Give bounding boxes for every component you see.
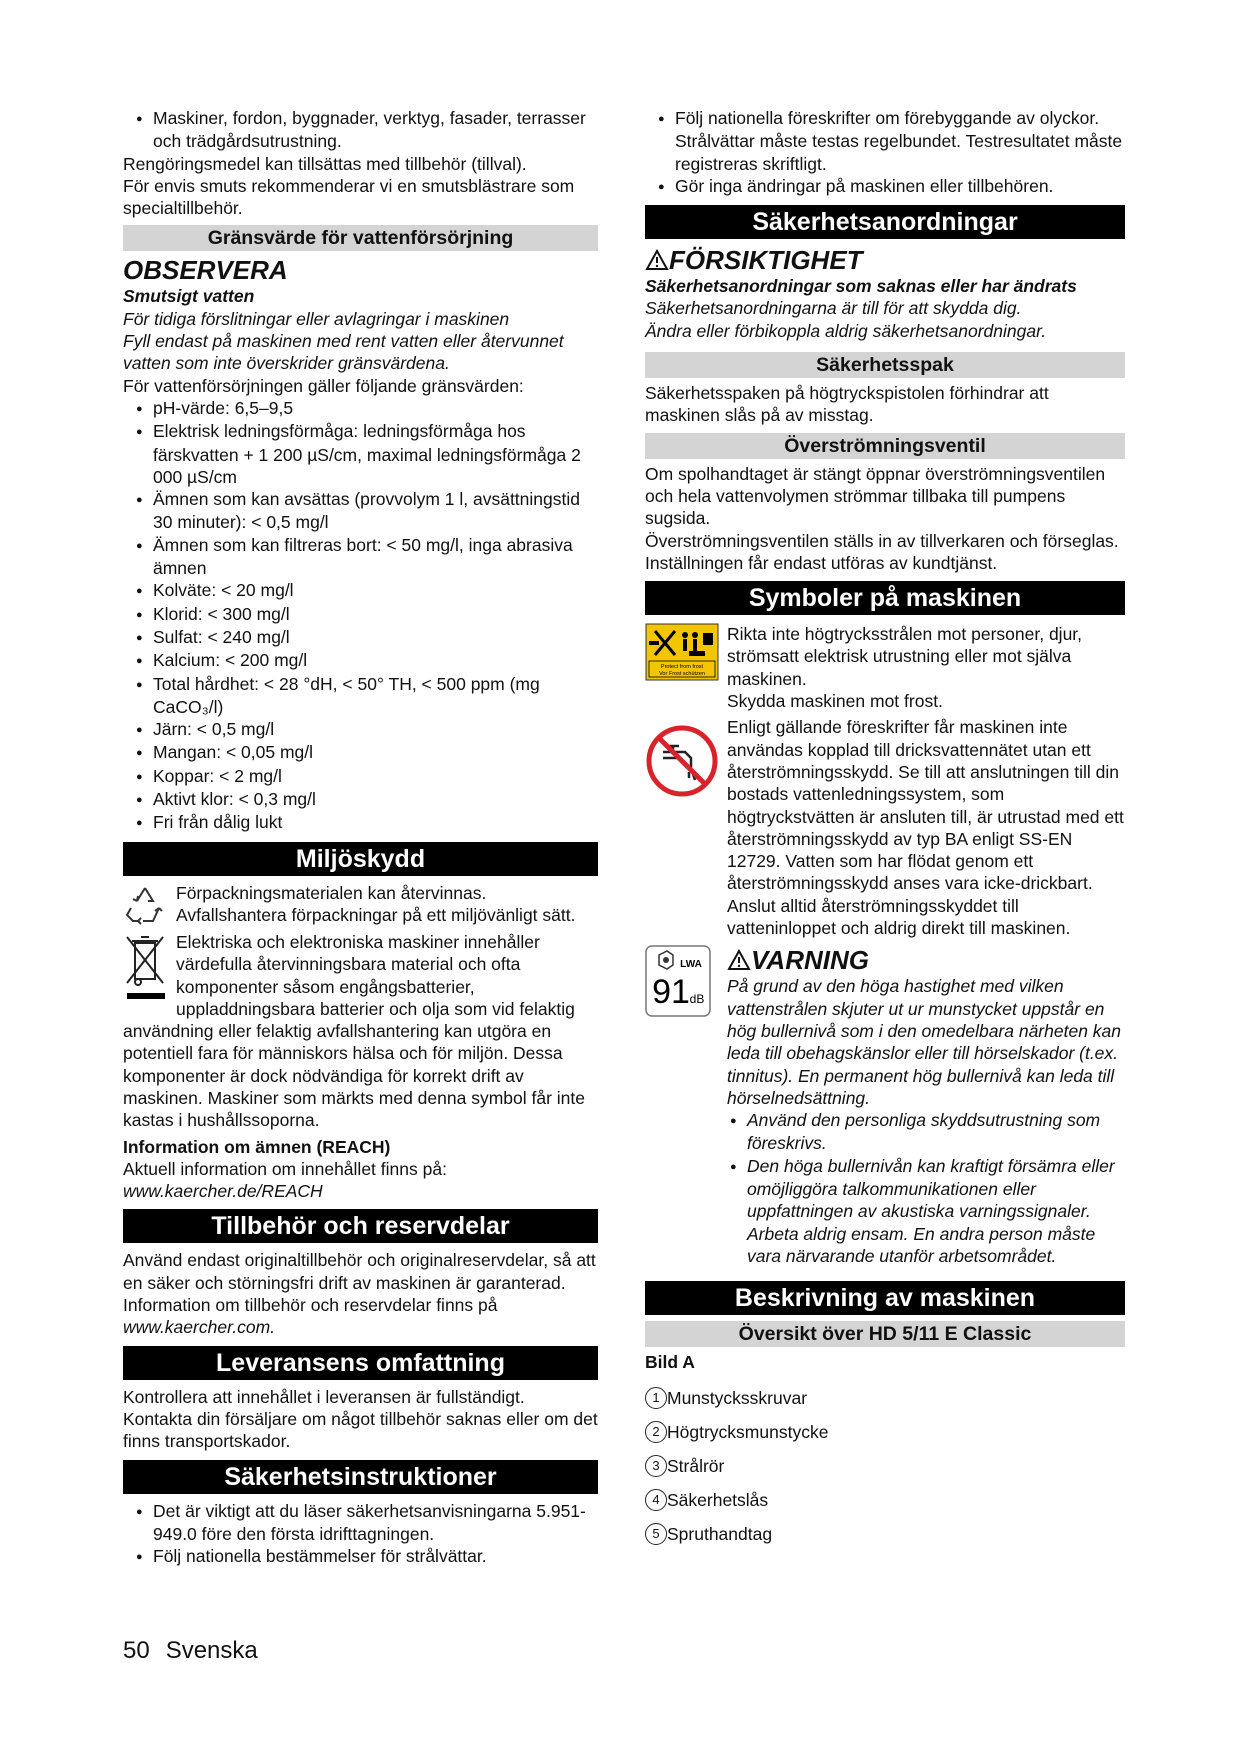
water-item: ● Ämnen som kan filtreras bort: < 50 mg/l, inga abrasiva ämnen <box>123 534 598 580</box>
jet-frost-icon <box>645 623 727 712</box>
accessories-info-body: Information om tillbehör och reservdelar finns på <box>123 1295 498 1316</box>
caution-line-1: Säkerhetsanordningarna är till för att skydda dig. <box>645 298 1022 319</box>
symbol-row-jet <box>645 623 1125 712</box>
frost-text: Skydda maskinen mot frost. <box>727 691 943 712</box>
notice-subtitle: Smutsigt vatten <box>123 286 255 307</box>
notice-heading: OBSERVERA <box>123 255 288 286</box>
noise-warning-item: ● Använd den personliga skyddsutrustning som föreskrivs. <box>727 1109 1125 1155</box>
reach-heading: Information om ämnen (REACH) <box>123 1136 391 1157</box>
water-item: ● Kolväte: < 20 mg/l <box>123 579 598 602</box>
water-item: ● Fri från dålig lukt <box>123 811 598 834</box>
reach-text <box>123 1158 598 1203</box>
machine-description-heading: Beskrivning av maskinen <box>645 1281 1125 1315</box>
warning-heading <box>727 945 1125 975</box>
overflow-valve-heading: Överströmningsventil <box>645 433 1125 459</box>
water-item: ● Klorid: < 300 mg/l <box>123 603 598 626</box>
water-item: ● Ämnen som kan avsättas (provvolym 1 l, avsättningstid 30 minuter): < 0,5 mg/l <box>123 488 598 534</box>
noise-level-icon <box>645 945 727 1267</box>
intro-p1: Rengöringsmedel kan tillsättas med tillbehör (tillval). <box>123 153 527 174</box>
water-item: ● Järn: < 0,5 mg/l <box>123 718 598 741</box>
legend-item <box>645 1517 1125 1551</box>
symbol-row-noise <box>645 945 1125 1267</box>
frost-label-de: Vor Frost schützen <box>659 671 705 678</box>
legend-item <box>645 1449 1125 1483</box>
safety-item: ● Följ nationella bestämmelser för strålvättar. <box>123 1545 598 1568</box>
right-column <box>645 107 1125 1551</box>
legend-label: Strålrör <box>667 1456 725 1477</box>
overview-heading: Översikt över HD 5/11 E Classic <box>645 1321 1125 1347</box>
left-column <box>123 107 598 1568</box>
noise-lwa-label: LWA <box>680 959 702 971</box>
overflow-text-2: Överströmningsventilen ställs in av tillverkaren och förseglas. Inställningen får endast utföras av kundtjänst. <box>645 530 1119 573</box>
accessories-info <box>123 1294 598 1339</box>
regulation-item: ● Följ nationella föreskrifter om förebyggande av olyckor. Strålvättar måste testas regelbundet. Testresultatet måste registreras skriftligt. <box>645 107 1125 175</box>
water-limit-heading: Gränsvärde för vattenförsörjning <box>123 225 598 251</box>
notice-line-1: För tidiga förslitningar eller avlagringar i maskinen <box>123 308 510 329</box>
water-item: ● pH-värde: 6,5–9,5 <box>123 397 598 420</box>
noise-warning-text: På grund av den höga hastighet med vilken vattenstrålen skjuter ut ur munstycket uppstår en hög bullernivå som i den omedelbara närheten kan leda till obehagskänslor eller till hörselskador (t.ex. tinnitus). En permanent hög bullernivå kan leda till hörselnedsättning. <box>727 976 1122 1108</box>
weee-block <box>123 931 598 1132</box>
caution-line-2: Ändra eller förbikoppla aldrig säkerhetsanordningar. <box>645 320 1047 341</box>
backflow-text: Enligt gällande föreskrifter får maskinen inte användas kopplad till dricksvattennätet utan ett återströmningsskydd. Se till att anslutningen till din bostads vattenledningssystem, som högtryckstvätten är ansluten till, är utrustad med ett återströmningsskydd av typ BA enligt SS-EN 12729. Vatten som har flödat genom ett återströmningsskydd anses vara icke-drickbart. Anslut alltid återströmningsskyddet till vatteninloppet och aldrig direkt till maskinen. <box>727 717 1124 939</box>
parts-legend <box>645 1381 1125 1551</box>
water-item: ● Mangan: < 0,05 mg/l <box>123 741 598 764</box>
safety-devices-heading: Säkerhetsanordningar <box>645 205 1125 239</box>
water-item: ● Sulfat: < 240 mg/l <box>123 626 598 649</box>
jet-warning-text: Rikta inte högtrycksstrålen mot personer, djur, strömsatt elektrisk utrustning eller mot själva maskinen. <box>727 624 1083 689</box>
legend-label: Munstycksskruvar <box>667 1388 808 1409</box>
intro-bullet: ● Maskiner, fordon, byggnader, verktyg, fasader, terrasser och trädgårdsutrustning. <box>123 107 598 153</box>
no-drinking-water-icon <box>645 716 727 939</box>
caution-heading <box>645 245 1125 275</box>
regulation-item: ● Gör inga ändringar på maskinen eller tillbehören. <box>645 175 1125 198</box>
overflow-text-1: Om spolhandtaget är stängt öppnar överströmningsventilen och hela vattenvolymen strömmar tillbaka till pumpens sugsida. <box>645 463 1106 529</box>
legend-number: 3 <box>645 1455 667 1477</box>
page-number: 50 <box>123 1637 150 1664</box>
weee-bin-icon <box>123 933 176 1019</box>
noise-value: 91 <box>652 973 690 1012</box>
legend-item <box>645 1415 1125 1449</box>
water-intro: För vattenförsörjningen gäller följande gränsvärden: <box>123 375 524 396</box>
water-item: ● Kalcium: < 200 mg/l <box>123 649 598 672</box>
reach-text-body: Aktuell information om innehållet finns på: <box>123 1158 447 1179</box>
safety-lever-text: Säkerhetsspaken på högtryckspistolen förhindrar att maskinen slås på av misstag. <box>645 383 1049 426</box>
accessories-link[interactable]: www.kaercher.com. <box>123 1317 276 1338</box>
reach-link[interactable]: www.kaercher.de/REACH <box>123 1181 323 1202</box>
page-footer <box>123 1637 274 1664</box>
warning-triangle-icon <box>645 249 669 271</box>
warning-label: VARNING <box>751 945 869 976</box>
accessories-text: Använd endast originaltillbehör och originalreservdelar, så att en säker och störningsfri drift av maskinen är garanterad. <box>123 1250 596 1293</box>
accessories-heading: Tillbehör och reservdelar <box>123 1209 598 1243</box>
noise-warning-item: ● Den höga bullernivån kan kraftigt försämra eller omöjliggöra talkommunikationen eller uppfattningen av akustiska varningssignaler. Arbeta aldrig ensam. En andra person måste vara närvarande utanför arbetsområdet. <box>727 1155 1125 1267</box>
symbol-row-backflow <box>645 716 1125 939</box>
recycling-text: Förpackningsmaterialen kan återvinnas. Avfallshantera förpackningar på ett miljövänligt sätt. <box>176 882 576 925</box>
legend-number: 5 <box>645 1523 667 1545</box>
water-item: ● Aktivt klor: < 0,3 mg/l <box>123 788 598 811</box>
frost-label-en: Protect from frost <box>660 664 704 671</box>
intro-p2: För envis smuts rekommenderar vi en smutsblästrare som specialtillbehör. <box>123 175 575 219</box>
scope-heading: Leveransens omfattning <box>123 1346 598 1380</box>
legend-item <box>645 1483 1125 1517</box>
legend-item <box>645 1381 1125 1415</box>
noise-unit: dB <box>689 992 705 1007</box>
water-item: ● Elektrisk ledningsförmåga: ledningsförmåga hos färskvatten + 1 200 µS/cm, maximal ledningsförmåga 2 000 µS/cm <box>123 420 598 488</box>
warning-triangle-icon <box>727 949 751 971</box>
footer-language: Svenska <box>165 1637 258 1664</box>
legend-number: 1 <box>645 1387 667 1409</box>
safety-item: ● Det är viktigt att du läser säkerhetsanvisningarna 5.951-949.0 före den första idrifttagningen. <box>123 1500 598 1546</box>
caution-label: FÖRSIKTIGHET <box>669 245 863 276</box>
legend-label: Säkerhetslås <box>667 1490 769 1511</box>
safety-heading: Säkerhetsinstruktioner <box>123 1460 598 1494</box>
environment-heading: Miljöskydd <box>123 842 598 876</box>
water-item: ● Total hårdhet: < 28 °dH, < 50° TH, < 500 ppm (mg CaCO₃/l) <box>123 673 598 719</box>
legend-number: 4 <box>645 1489 667 1511</box>
legend-label: Spruthandtag <box>667 1524 773 1545</box>
weee-text: Elektriska och elektroniska maskiner innehåller värdefulla återvinningsbara material och ofta komponenter såsom engångsbatterier, uppladdningsbara batterier och olja som vid felaktig användning eller felaktig avfallshantering kan utgöra en potentiell fara för människors hälsa och för miljön. Dessa komponenter är dock nödvändiga för korrekt drift av maskinen. Maskiner som märkts med denna symbol får inte kastas i hushållssoporna. <box>123 931 585 1131</box>
machine-symbols-heading: Symboler på maskinen <box>645 581 1125 615</box>
scope-text: Kontrollera att innehållet i leveransen är fullständigt. Kontakta din försäljare om något tillbehör saknas eller om det finns transportskador. <box>123 1386 598 1452</box>
recycling-block <box>123 882 598 931</box>
water-item: ● Koppar: < 2 mg/l <box>123 765 598 788</box>
legend-number: 2 <box>645 1421 667 1443</box>
recycling-icon <box>123 882 176 931</box>
safety-lever-heading: Säkerhetsspak <box>645 352 1125 378</box>
figure-label: Bild A <box>645 1352 695 1373</box>
legend-label: Högtrycksmunstycke <box>667 1422 829 1443</box>
caution-subtitle: Säkerhetsanordningar som saknas eller har ändrats <box>645 276 1077 297</box>
notice-line-2: Fyll endast på maskinen med rent vatten eller återvunnet vatten som inte överskrider gränsvärdena. <box>123 331 564 374</box>
